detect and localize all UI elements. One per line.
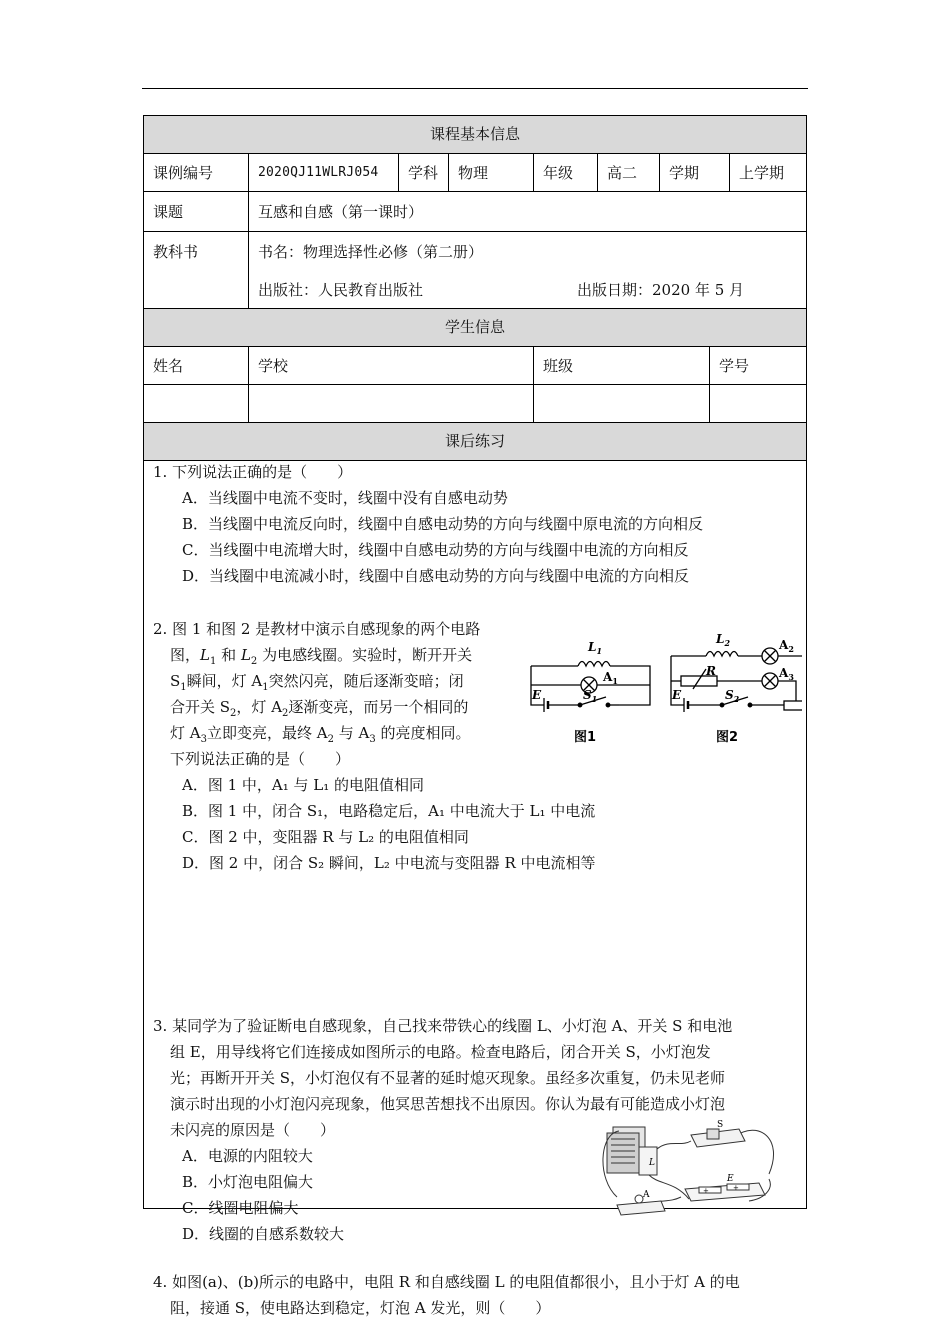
q2-line-5: 灯 $A_3$立即变亮，最终 $A_2$ 与 $A_3$ 的亮度相同。 [170, 724, 471, 745]
class-field[interactable] [534, 385, 710, 422]
topic-row [144, 192, 806, 232]
q4-line-1: 4. 如图(a)、(b)所示的电路中，电阻 R 和自感线圈 L 的电阻值都很小，且小于灯 A 的电 [153, 1273, 740, 1291]
q3-option-d: D．线圈的自感系数较大 [182, 1225, 345, 1243]
fig2-label-r: R [706, 664, 716, 678]
term-value: 上学期 [739, 164, 785, 182]
textbook-row [144, 232, 806, 309]
fig2-label-a2: $A_2$ [779, 638, 794, 654]
name-label: 姓名 [144, 347, 249, 384]
id-label: 学号 [719, 357, 750, 375]
name-field[interactable] [144, 385, 249, 422]
q2-circuit-figures [526, 611, 802, 771]
topic-label: 课题 [144, 192, 249, 231]
term-label: 学期 [660, 154, 730, 191]
q3-line-3: 光；再断开开关 S，小灯泡仅有不显著的延时熄灭现象。虽经多次重复，仍未见老师 [170, 1069, 726, 1087]
subject-label: 学科 [399, 154, 449, 191]
fig1-label-s1: $S_1$ [583, 688, 598, 704]
q3-line-5: 未闪亮的原因是（ ） [170, 1121, 336, 1139]
q3-battery-holder [685, 1183, 765, 1201]
school-label: 学校 [249, 347, 534, 384]
fig2-rheostat [784, 701, 802, 710]
course-info-title: 课程基本信息 [429, 125, 520, 143]
q2-option-a: A．图 1 中，A₁ 与 L₁ 的电阻值相同 [182, 776, 425, 794]
fig2-caption: 图2 [716, 730, 739, 745]
q1-option-a: A．当线圈中电流不变时，线圈中没有自感电动势 [182, 489, 508, 507]
student-info-title: 学生信息 [444, 318, 505, 336]
q3-lamp-bulb [635, 1195, 643, 1203]
q3-apparatus-figure [599, 1119, 799, 1219]
grade-label: 年级 [534, 154, 598, 191]
q3-line-4: 演示时出现的小灯泡闪亮现象，他冥思苦想找不出原因。你认为最有可能造成小灯泡 [170, 1095, 726, 1113]
q2-option-b: B．图 1 中，闭合 S₁，电路稳定后，A₁ 中电流大于 L₁ 中电流 [182, 802, 596, 820]
worksheet-table [143, 115, 807, 1317]
fig1-caption: 图1 [574, 730, 597, 745]
q2-line-4: 合开关 $S_2$，灯 $A_2$逐渐变亮，而另一个相同的 [170, 698, 469, 719]
q3-line-2: 组 E，用导线将它们连接成如图所示的电路。检查电路后，闭合开关 S，小灯泡发 [170, 1043, 711, 1061]
q2-option-c: C．图 2 中，变阻器 R 与 L₂ 的电阻值相同 [182, 828, 469, 846]
course-info-header [144, 116, 806, 154]
q3-option-c: C．线圈电阻偏大 [182, 1199, 299, 1217]
fig2-label-e: E [672, 688, 682, 702]
student-blank-row [144, 385, 806, 423]
q2-line-2: 图，$L_1$ 和 $L_2$ 为电感线圈。实验时，断开开关 [170, 646, 473, 667]
topic-value: 互感和自感（第一课时） [258, 203, 424, 221]
q1-stem: 1. 下列说法正确的是（ ） [153, 463, 353, 481]
q3-option-a: A．电源的内阻较大 [182, 1147, 313, 1165]
fig1-label-l1: $L_1$ [588, 640, 603, 656]
textbook-label: 教科书 [144, 232, 249, 308]
publisher: 出版社：人民教育出版社 [258, 281, 424, 299]
code-label: 课例编号 [144, 154, 249, 191]
q1-option-c: C．当线圈中电流增大时，线圈中自感电动势的方向与线圈中电流的方向相反 [182, 541, 689, 559]
fig1-label-e: E [532, 688, 542, 702]
q1-option-d: D．当线圈中电流减小时，线圈中自感电动势的方向与线圈中电流的方向相反 [182, 567, 690, 585]
course-meta-row [144, 154, 806, 192]
student-labels-row [144, 347, 806, 385]
exercises-body [144, 461, 806, 1317]
svg-text:+: + [733, 1184, 739, 1192]
student-info-header [144, 309, 806, 347]
page-top-rule [142, 88, 808, 89]
exercises-title: 课后练习 [444, 432, 505, 450]
book-name: 书名：物理选择性必修（第二册） [258, 243, 484, 261]
school-field[interactable] [249, 385, 534, 422]
id-field[interactable] [710, 385, 806, 422]
fig2-label-a3: $A_3$ [779, 666, 794, 682]
q3-label-a: A [643, 1190, 650, 1200]
exercises-header [144, 423, 806, 461]
fig2-label-s2: $S_2$ [725, 688, 740, 704]
q2-option-d: D．图 2 中，闭合 S₂ 瞬间，L₂ 中电流与变阻器 R 中电流相等 [182, 854, 596, 872]
q3-line-1: 3. 某同学为了验证断电自感现象，自己找来带铁心的线圈 L、小灯泡 A、开关 S 和电池 [153, 1017, 733, 1035]
subject-value: 物理 [449, 154, 534, 191]
fig1-inductor-l1 [578, 662, 610, 667]
q1-option-b: B．当线圈中电流反向时，线圈中自感电动势的方向与线圈中原电流的方向相反 [182, 515, 704, 533]
svg-text:+: + [703, 1187, 709, 1195]
q2-line-3: $S_1$瞬间，灯 $A_1$突然闪亮，随后逐渐变暗；闭 [170, 672, 464, 693]
q3-option-b: B．小灯泡电阻偏大 [182, 1173, 314, 1191]
q3-label-s: S [717, 1120, 724, 1130]
q2-line-1: 2. 图 1 和图 2 是教材中演示自感现象的两个电路 [153, 620, 481, 638]
pub-date: 出版日期：2020 年 5 月 [577, 281, 745, 299]
fig2-label-l2: $L_2$ [716, 632, 731, 648]
fig2-inductor-l2 [706, 652, 738, 657]
q3-lamp-base [617, 1201, 665, 1215]
code-value: 2020QJ11WLRJ054 [249, 154, 399, 191]
q2-line-6: 下列说法正确的是（ ） [170, 750, 351, 768]
q4-line-2: 阻，接通 S，使电路达到稳定，灯泡 A 发光，则（ ） [170, 1299, 551, 1317]
grade-value: 高二 [598, 154, 660, 191]
q3-label-l: L [649, 1158, 655, 1168]
class-label: 班级 [534, 347, 710, 384]
q3-label-e: E [727, 1174, 734, 1184]
fig1-label-a1: $A_1$ [603, 670, 618, 686]
